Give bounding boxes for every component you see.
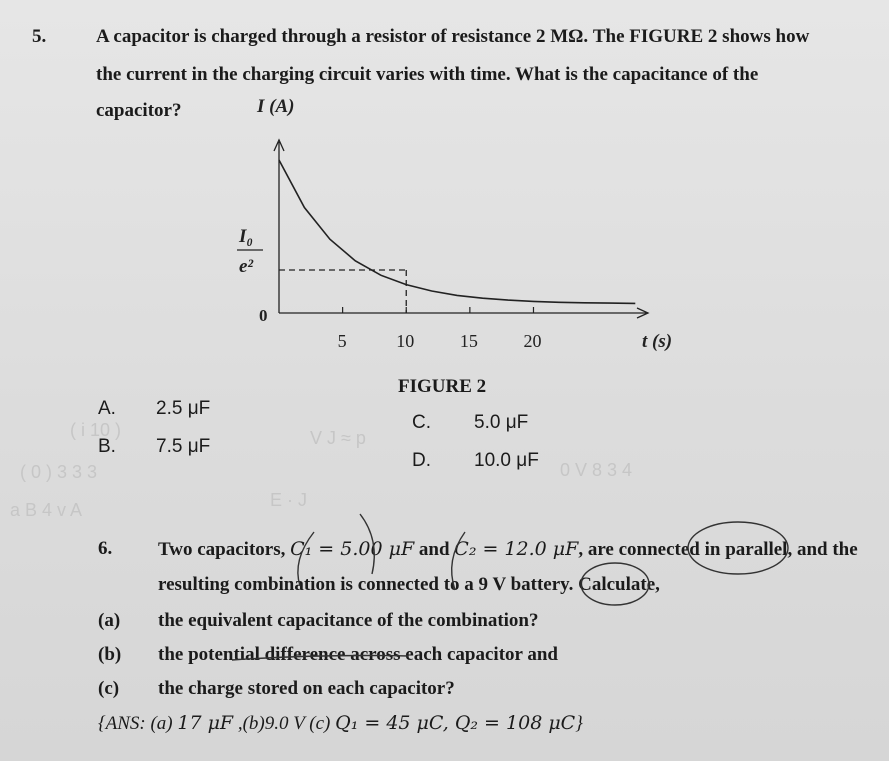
- show-through-mark: ( i 10 ): [70, 420, 122, 440]
- answer-part-c: Q₁ = 45 μC, Q₂ = 108 μC: [335, 712, 576, 734]
- question-6-intro: Two capacitors,: [158, 539, 286, 560]
- question-6-line1-end: , are connected in parallel, and the: [578, 539, 858, 560]
- option-d-value: 10.0 μF: [474, 450, 539, 471]
- part-a-text: the equivalent capacitance of the combination?: [158, 610, 539, 631]
- part-c-label: (c): [98, 678, 120, 699]
- x-tick-label: 15: [459, 331, 478, 351]
- x-tick-label: 20: [523, 331, 542, 351]
- capacitor-c2-value: C₂ = 12.0 μF: [454, 538, 579, 560]
- answer-part-b: ,(b)9.0 V (c): [233, 713, 336, 734]
- show-through-mark: E · J: [270, 490, 308, 510]
- answer-line: [98, 712, 583, 735]
- x-tick-label: 10: [396, 331, 415, 351]
- option-a-letter: A.: [98, 398, 116, 419]
- figure-caption: FIGURE 2: [398, 376, 487, 397]
- answer-suffix: }: [575, 713, 583, 734]
- x-axis-label: t (s): [642, 331, 673, 352]
- part-c-text: the charge stored on each capacitor?: [158, 678, 455, 699]
- part-b-label: (b): [98, 644, 122, 665]
- option-c-value: 5.0 μF: [474, 412, 529, 433]
- option-d-letter: D.: [412, 450, 431, 471]
- answer-prefix: {ANS: (a): [98, 713, 178, 734]
- question-5-text-line1: A capacitor is charged through a resistor of resistance 2 MΩ. The FIGURE 2 shows how: [96, 26, 810, 47]
- show-through-mark: V J ≈ p: [310, 428, 366, 448]
- option-b-value: 7.5 μF: [156, 436, 211, 457]
- show-through-mark: 0 V 8 3 4: [560, 460, 633, 480]
- y-axis-label: I (A): [257, 96, 295, 117]
- y-marker-denominator: e²: [239, 256, 254, 277]
- option-c-letter: C.: [412, 412, 431, 433]
- question-5-number: 5.: [32, 26, 47, 47]
- y-marker-numerator: I₀: [239, 226, 254, 247]
- show-through-mark: a B 4 v A: [10, 500, 83, 520]
- option-a-value: 2.5 μF: [156, 398, 211, 419]
- chart-marks: [279, 160, 635, 313]
- question-5-text-line2: the current in the charging circuit varies with time. What is the capacitance of the: [96, 64, 759, 85]
- answer-part-a: 17 μF: [177, 712, 234, 734]
- chart-axes: [237, 96, 672, 352]
- capacitor-c1-value: C₁ = 5.00 μF: [290, 538, 415, 560]
- option-b-letter: B.: [98, 436, 116, 457]
- part-a-label: (a): [98, 610, 121, 631]
- question-6-text-line1: [158, 538, 858, 561]
- question-5-text-line3: capacitor?: [96, 100, 182, 121]
- question-6-and: and: [418, 539, 450, 560]
- origin-label: 0: [259, 306, 268, 325]
- question-6-text-line2: resulting combination is connected to a 9 V battery. Calculate,: [158, 574, 660, 595]
- show-through-mark: ( 0 ) 3 3 3: [20, 462, 98, 482]
- x-tick-label: 5: [337, 331, 347, 351]
- part-b-text: the potential difference across each capacitor and: [158, 644, 559, 665]
- question-6-number: 6.: [98, 538, 113, 559]
- current-decay-curve: [279, 160, 635, 303]
